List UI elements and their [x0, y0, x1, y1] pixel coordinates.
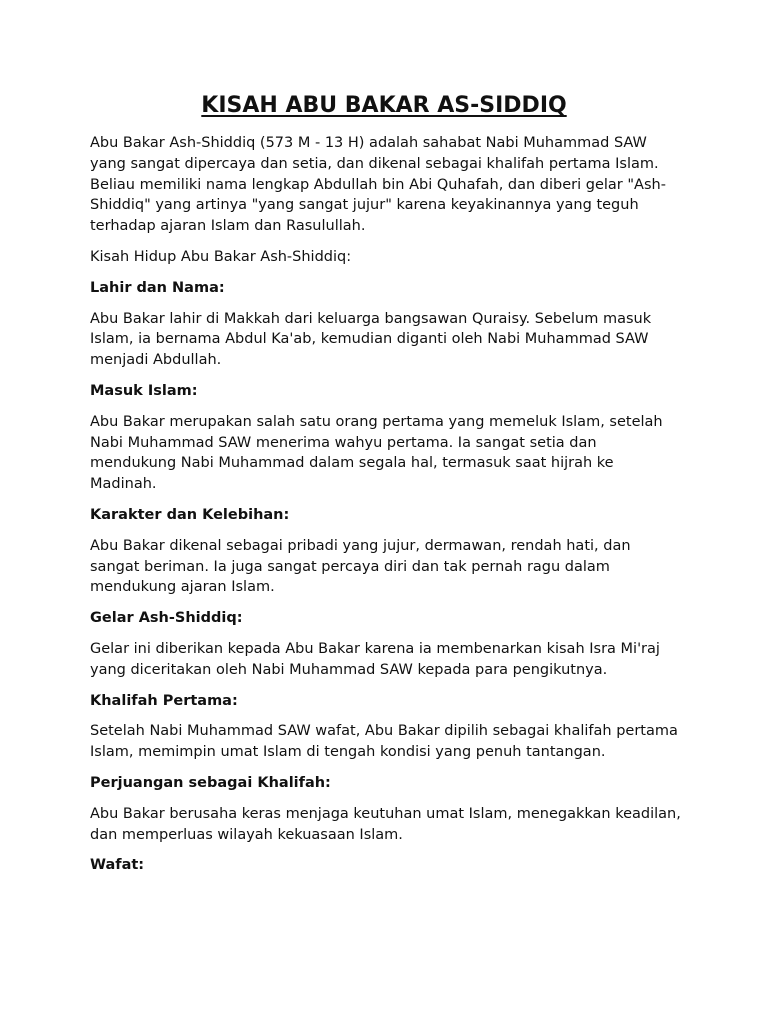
- document-title: KISAH ABU BAKAR AS-SIDDIQ: [201, 93, 567, 118]
- section-heading-perjuangan: Perjuangan sebagai Khalifah:: [90, 774, 331, 791]
- section-heading-khalifah: Khalifah Pertama:: [90, 692, 238, 709]
- section-text-lahir: Abu Bakar lahir di Makkah dari keluarga bangsawan Quraisy. Sebelum masuk Islam, ia bernama Abdul Ka'ab, kemudian diganti oleh Nabi Muhammad SAW menjadi Abdullah.: [90, 310, 652, 369]
- section-intro: Kisah Hidup Abu Bakar Ash-Shiddiq:: [90, 248, 352, 265]
- section-heading-karakter: Karakter dan Kelebihan:: [90, 506, 290, 523]
- section-text-khalifah: Setelah Nabi Muhammad SAW wafat, Abu Bakar dipilih sebagai khalifah pertama Islam, memimpin umat Islam di tengah kondisi yang penuh tantangan.: [90, 723, 678, 761]
- section-heading-masuk-islam: Masuk Islam:: [90, 382, 198, 399]
- section-text-perjuangan: Abu Bakar berusaha keras menjaga keutuhan umat Islam, menegakkan keadilan, dan memperluas wilayah kekuasaan Islam.: [90, 805, 681, 843]
- section-text-karakter: Abu Bakar dikenal sebagai pribadi yang jujur, dermawan, rendah hati, dan sangat beriman. Ia juga sangat percaya diri dan tak pernah ragu dalam mendukung ajaran Islam.: [90, 537, 631, 596]
- section-heading-gelar: Gelar Ash-Shiddiq:: [90, 610, 243, 627]
- section-text-gelar: Gelar ini diberikan kepada Abu Bakar karena ia membenarkan kisah Isra Mi'raj yang diceritakan oleh Nabi Muhammad SAW kepada para pengikutnya.: [90, 640, 660, 678]
- intro-paragraph: Abu Bakar Ash-Shiddiq (573 M - 13 H) adalah sahabat Nabi Muhammad SAW yang sangat dipercaya dan setia, dan dikenal sebagai khalifah pertama Islam. Beliau memiliki nama lengkap Abdullah bin Abi Quhafah, dan diberi gelar "Ash-Shiddiq" yang artinya "yang sangat jujur" karena keyakinannya yang teguh terhadap ajaran Islam dan Rasulullah.: [90, 135, 666, 235]
- section-text-masuk-islam: Abu Bakar merupakan salah satu orang pertama yang memeluk Islam, setelah Nabi Muhammad SAW menerima wahyu pertama. Ia sangat setia dan mendukung Nabi Muhammad dalam segala hal, termasuk saat hijrah ke Madinah.: [90, 413, 663, 493]
- section-heading-lahir: Lahir dan Nama:: [90, 279, 225, 296]
- document-body: [90, 133, 684, 886]
- section-heading-wafat: Wafat:: [90, 857, 145, 874]
